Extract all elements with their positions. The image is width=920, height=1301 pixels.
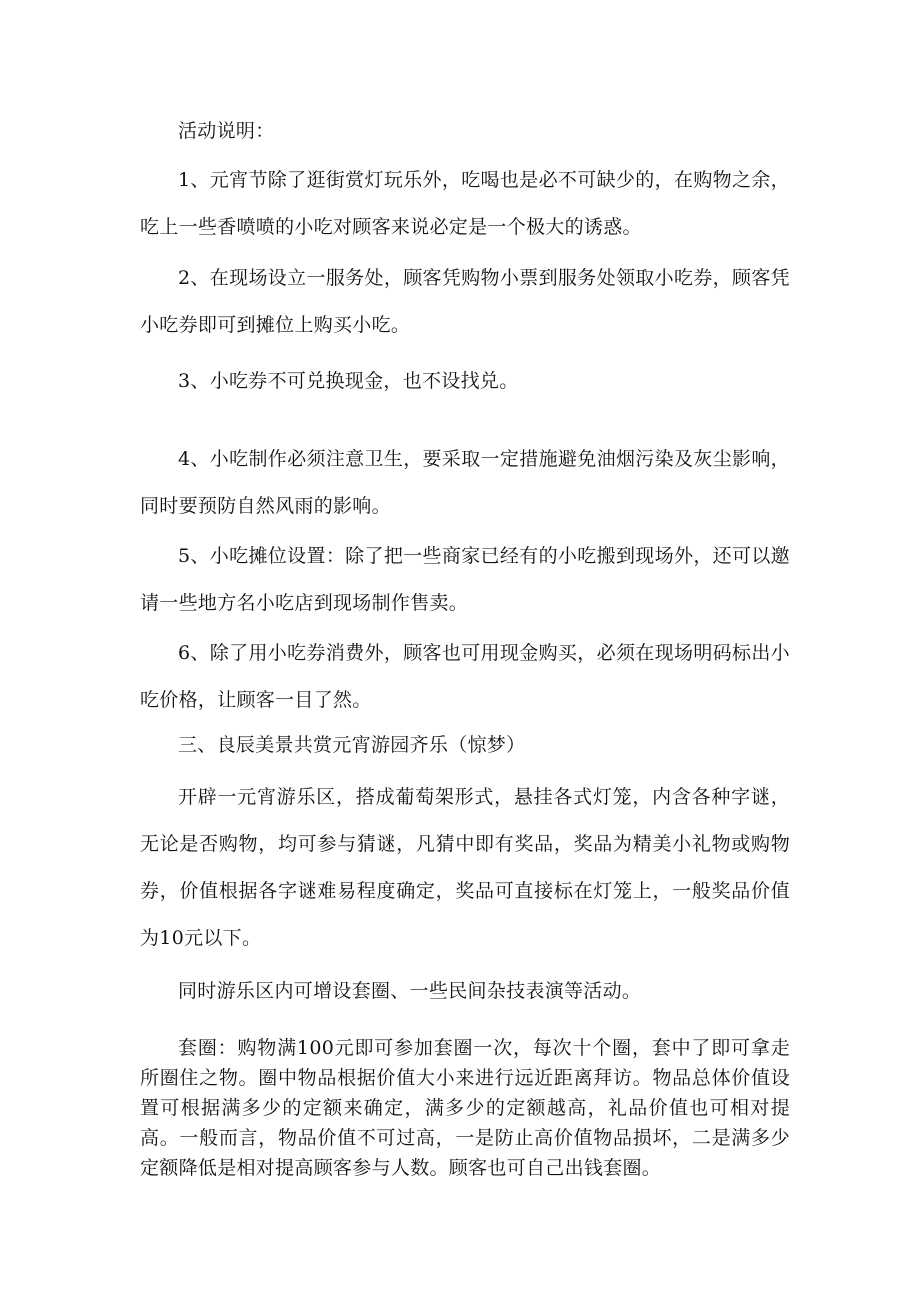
item-6-paragraph: 6、除了用小吃券消费外，顾客也可用现金购买，必须在现场明码标出小吃价格，让顾客一目了然。 [140, 642, 790, 711]
item-2-paragraph: 2、在现场设立一服务处，顾客凭购物小票到服务处领取小吃券，顾客凭小吃券即可到摊位上购买小吃。 [140, 267, 790, 336]
ring-toss-paragraph: 套圈：购物满100元即可参加套圈一次，每次十个圈，套中了即可拿走所圈住之物。圈中物品根据价值大小来进行远近距离拜访。物品总体价值设置可根据满多少的定额来确定，满多少的定额越高，礼品价值也可相对提高。一般而言，物品价值不可过高，一是防止高价值物品损坏，二是满多少定额降低是相对提高顾客参与人数。顾客也可自己出钱套圈。 [140, 1037, 790, 1179]
section-3-body-paragraph: 开辟一元宵游乐区，搭成葡萄架形式，悬挂各式灯笼，内含各种字谜，无论是否购物，均可参与猜谜，凡猜中即有奖品，奖品为精美小礼物或购物券，价值根据各字谜难易程度确定，奖品可直接标在灯笼上，一般奖品价值为10元以下。 [140, 786, 790, 949]
activity-description-heading: 活动说明： [178, 120, 275, 142]
item-1-paragraph: 1、元宵节除了逛街赏灯玩乐外，吃喝也是必不可缺少的，在购物之余，吃上一些香喷喷的小吃对顾客来说必定是一个极大的诱惑。 [140, 169, 790, 238]
section-3-extra-paragraph: 同时游乐区内可增设套圈、一些民间杂技表演等活动。 [178, 980, 642, 1002]
section-3-heading: 三、良辰美景共赏元宵游园齐乐（惊梦） [178, 734, 526, 756]
item-5-paragraph: 5、小吃摊位设置：除了把一些商家已经有的小吃搬到现场外，还可以邀请一些地方名小吃店到现场制作售卖。 [140, 545, 790, 614]
item-4-paragraph: 4、小吃制作必须注意卫生，要采取一定措施避免油烟污染及灰尘影响，同时要预防自然风雨的影响。 [140, 448, 790, 517]
item-3-paragraph: 3、小吃券不可兑换现金，也不设找兑。 [178, 370, 519, 392]
